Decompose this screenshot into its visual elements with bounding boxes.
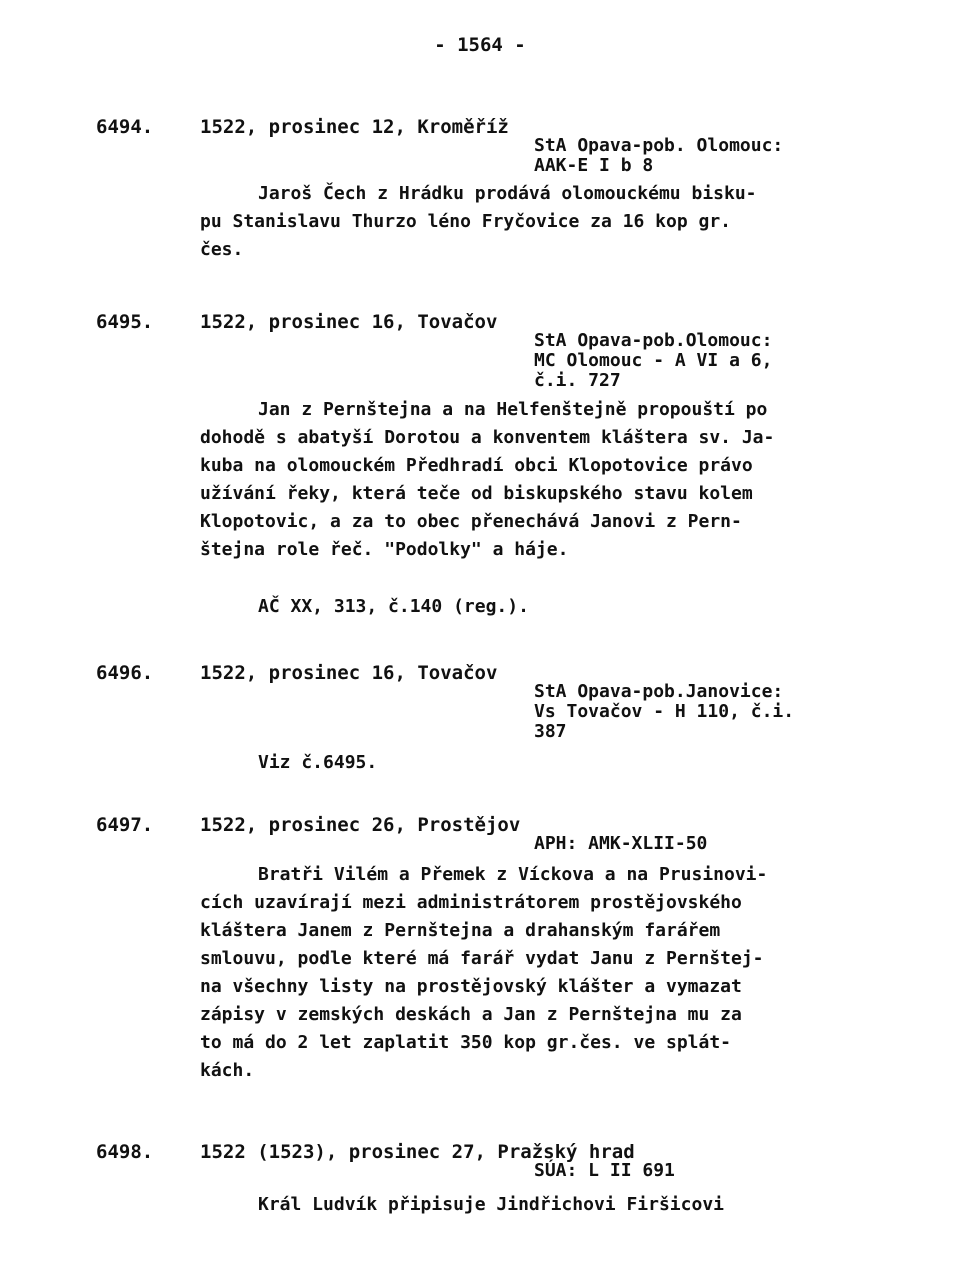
entry-body <box>200 1191 724 1219</box>
entry-heading: 1522, prosinec 26, Prostějov <box>200 814 521 836</box>
archive-reference <box>534 331 772 391</box>
body-line: štejna role řeč. "Podolky" a háje. <box>200 539 569 560</box>
page-number: - 1564 - <box>434 34 526 56</box>
entry-number: 6496. <box>96 662 154 684</box>
archive-line: StA Opava-pob.Janovice: <box>534 681 784 702</box>
body-line: smlouvu, podle které má farář vydat Janu z Pernštej- <box>200 948 764 969</box>
entry-body <box>200 861 767 1085</box>
body-line: užívání řeky, která teče od biskupského stavu kolem <box>200 483 753 504</box>
body-line: kláštera Janem z Pernštejna a drahanským farářem <box>200 920 721 941</box>
entry-body <box>200 396 774 564</box>
archive-line: SÚA: L II 691 <box>534 1160 675 1181</box>
archive-reference <box>534 136 783 176</box>
entry-heading: 1522, prosinec 16, Tovačov <box>200 311 498 333</box>
archive-line: MC Olomouc - A VI a 6, <box>534 350 773 371</box>
archive-reference <box>534 834 707 854</box>
archive-line: Vs Tovačov - H 110, č.i. <box>534 701 795 722</box>
archive-line: StA Opava-pob. Olomouc: <box>534 135 784 156</box>
entry-number: 6494. <box>96 116 154 138</box>
body-line: Jan z Pernštejna a na Helfenštejně propouští po <box>258 399 768 420</box>
body-line: Klopotovic, a za to obec přenechává Janovi z Pern- <box>200 511 742 532</box>
body-line: kách. <box>200 1060 255 1081</box>
body-line: kuba na olomouckém Předhradí obci Klopotovice právo <box>200 455 753 476</box>
body-line: dohodě s abatyší Dorotou a konventem kláštera sv. Ja- <box>200 427 775 448</box>
body-line: zápisy v zemských deskách a Jan z Pernštejna mu za <box>200 1004 742 1025</box>
entry-heading: 1522 (1523), prosinec 27, Pražský hrad <box>200 1141 635 1163</box>
entry-heading: 1522, prosinec 16, Tovačov <box>200 662 498 684</box>
body-line: Jaroš Čech z Hrádku prodává olomouckému bisku- <box>258 183 757 204</box>
entry-number: 6497. <box>96 814 154 836</box>
body-line: Král Ludvík připisuje Jindřichovi Firšicovi <box>258 1194 724 1215</box>
body-line: Bratři Vilém a Přemek z Víckova a na Prusinovi- <box>258 864 768 885</box>
entry-heading: 1522, prosinec 12, Kroměříž <box>200 116 509 138</box>
body-line: cích uzavírají mezi administrátorem prostějovského <box>200 892 742 913</box>
body-line: čes. <box>200 239 244 260</box>
edition-reference: AČ XX, 313, č.140 (reg.). <box>258 596 529 617</box>
archive-line: APH: AMK-XLII-50 <box>534 833 708 854</box>
archive-line: AAK-E I b 8 <box>534 155 654 176</box>
entry-body <box>200 180 757 264</box>
body-line: to má do 2 let zaplatit 350 kop gr.čes. ve splát- <box>200 1032 732 1053</box>
archive-line: 387 <box>534 721 567 742</box>
cross-reference: Viz č.6495. <box>258 752 378 773</box>
entry-number: 6498. <box>96 1141 154 1163</box>
archive-reference <box>534 682 794 742</box>
archive-reference <box>534 1161 675 1181</box>
archive-line: č.i. 727 <box>534 370 621 391</box>
body-line: na všechny listy na prostějovský klášter a vymazat <box>200 976 742 997</box>
entry-number: 6495. <box>96 311 154 333</box>
archive-line: StA Opava-pob.Olomouc: <box>534 330 773 351</box>
body-line: pu Stanislavu Thurzo léno Fryčovice za 16 kop gr. <box>200 211 732 232</box>
